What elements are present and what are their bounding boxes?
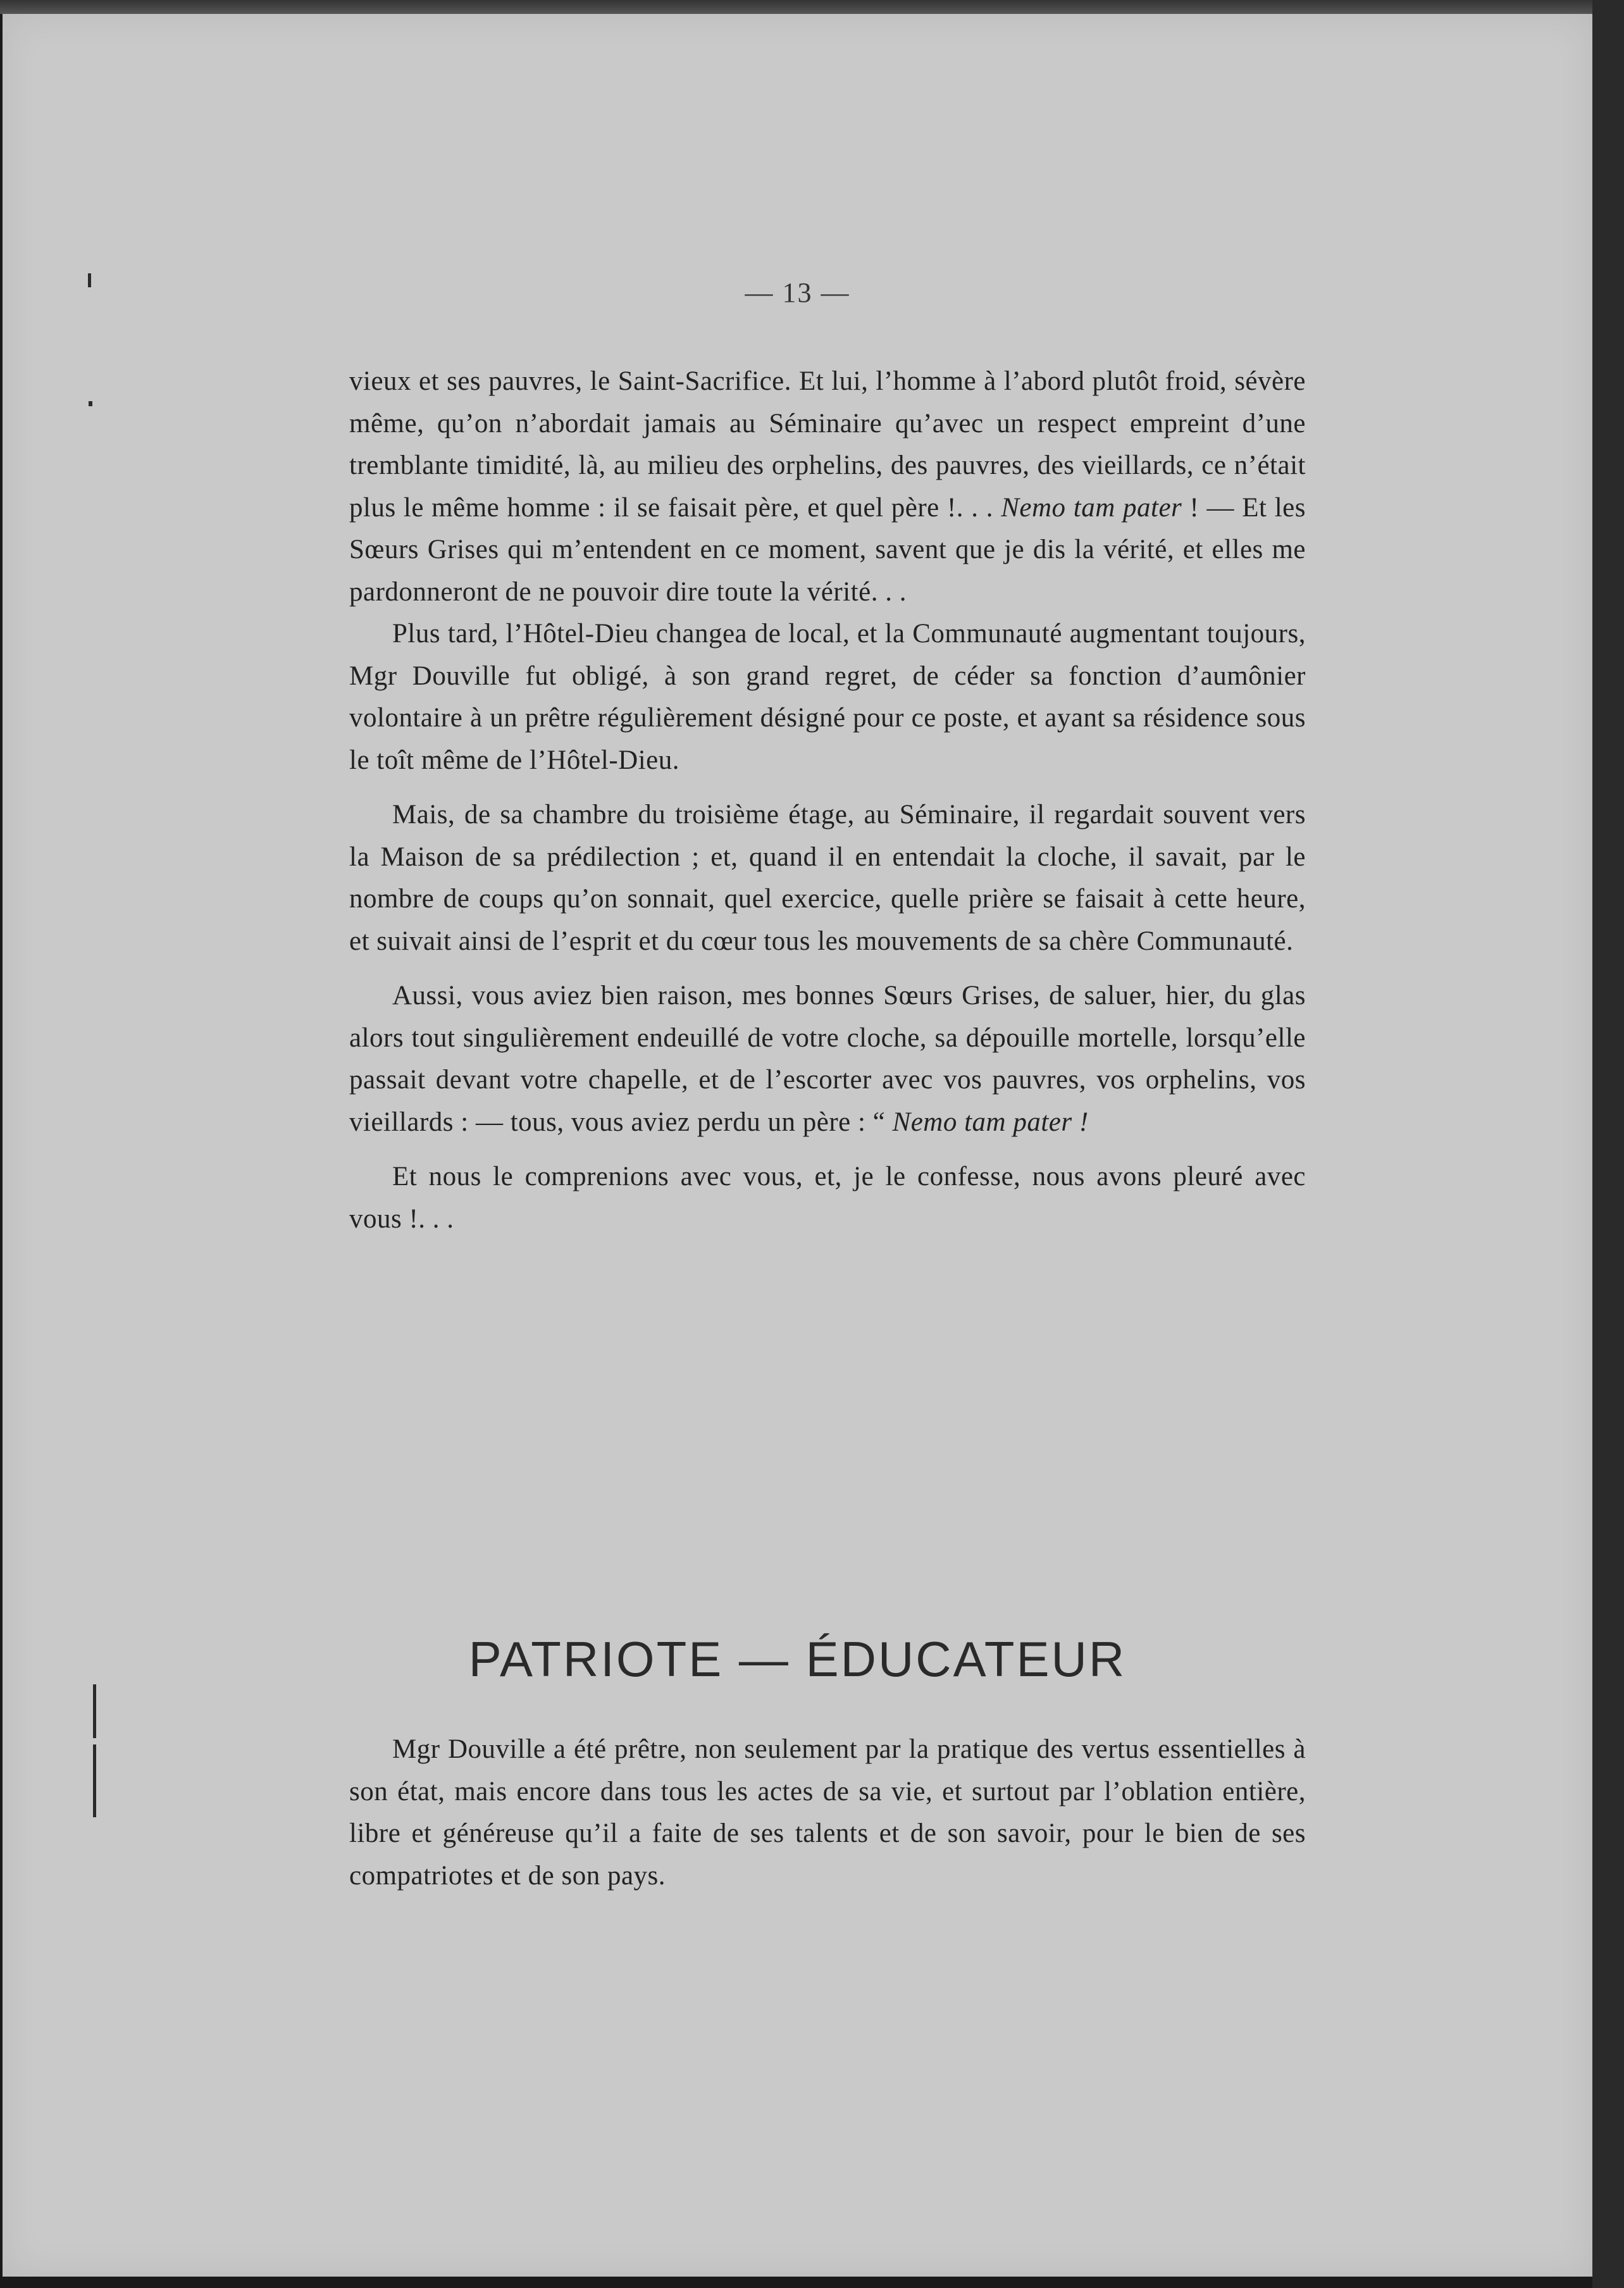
scan-mark — [89, 401, 92, 406]
scan-top-edge — [0, 0, 1624, 14]
scan-mark — [93, 1744, 96, 1817]
section-heading: PATRIOTE — ÉDUCATEUR — [468, 1631, 1127, 1687]
book-page — [3, 14, 1592, 2277]
body-paragraph — [349, 975, 1306, 1143]
section-paragraph: Mgr Douville a été prêtre, non seulement par la pratique des vertus essentielles à son état, mais encore dans tous les actes de sa vie, et surtout par l’oblation entière, libre et généreuse qu’il a faite de ses talents et de son savoir, pour le bien de ses compatriotes et de son pays. — [349, 1734, 1306, 1891]
text-run: Mais, de sa chambre du troisième étage, au Séminaire, il regardait souvent vers la Maison de sa prédilection ; et, quand il en entendait la cloche, il savait, par le nombre de coups qu’on sonnait, quel exercice, quelle prière se faisait à cette heure, et suivait ainsi de l’esprit et du cœur tous les mouvements de sa chère Communauté. — [349, 800, 1306, 956]
scan-right-edge — [1592, 0, 1624, 2288]
text-run: ! — Et les Sœurs Grises qui m’entendent en ce moment, savent que je dis la vérité, et elles me pardonneront de ne pouvoir dire toute la vérité. . . — [349, 492, 1306, 607]
text-run: vieux et ses pauvres, le Saint-Sacrifice. Et lui, l’homme à l’abord plutôt froid, sévère même, qu’on n’abordait jamais au Séminaire qu’avec un respect empreint d’une tremblante timidité, là, au milieu des orphelins, des pauvres, des vieillards, ce n’était plus le même homme : il se faisait père, et quel père !. . . — [349, 366, 1306, 523]
section-text — [349, 1729, 1306, 1897]
body-paragraph — [349, 361, 1306, 613]
text-run: Aussi, vous aviez bien raison, mes bonnes Sœurs Grises, de saluer, hier, du glas alors tout singulièrement endeuillé de votre cloche, sa dépouille mortelle, lorsqu’elle passait devant votre chapelle, et de l’escorter avec vos pauvres, vos orphelins, vos vieillards : — tous, vous aviez perdu un père : “ — [349, 981, 1306, 1137]
text-run: Et nous le comprenions avec vous, et, je le confesse, nous avons pleuré avec vous !. . . — [349, 1162, 1306, 1234]
page-number: — 13 — — [745, 277, 850, 308]
body-paragraph — [349, 794, 1306, 962]
scan-mark — [93, 1684, 96, 1738]
body-paragraph — [349, 613, 1306, 781]
text-run: Plus tard, l’Hôtel-Dieu changea de local, et la Communauté augmentant toujours, Mgr Douville fut obligé, à son grand regret, de céder sa fonction d’aumônier volontaire à un prêtre régulièrement désigné pour ce poste, et ayant sa résidence sous le toît même de l’Hôtel-Dieu. — [349, 619, 1306, 775]
latin-phrase: Nemo tam pater ! — [892, 1107, 1089, 1137]
latin-phrase: Nemo tam pater — [1001, 492, 1182, 523]
body-paragraph — [349, 1156, 1306, 1240]
body-text — [349, 361, 1306, 1240]
